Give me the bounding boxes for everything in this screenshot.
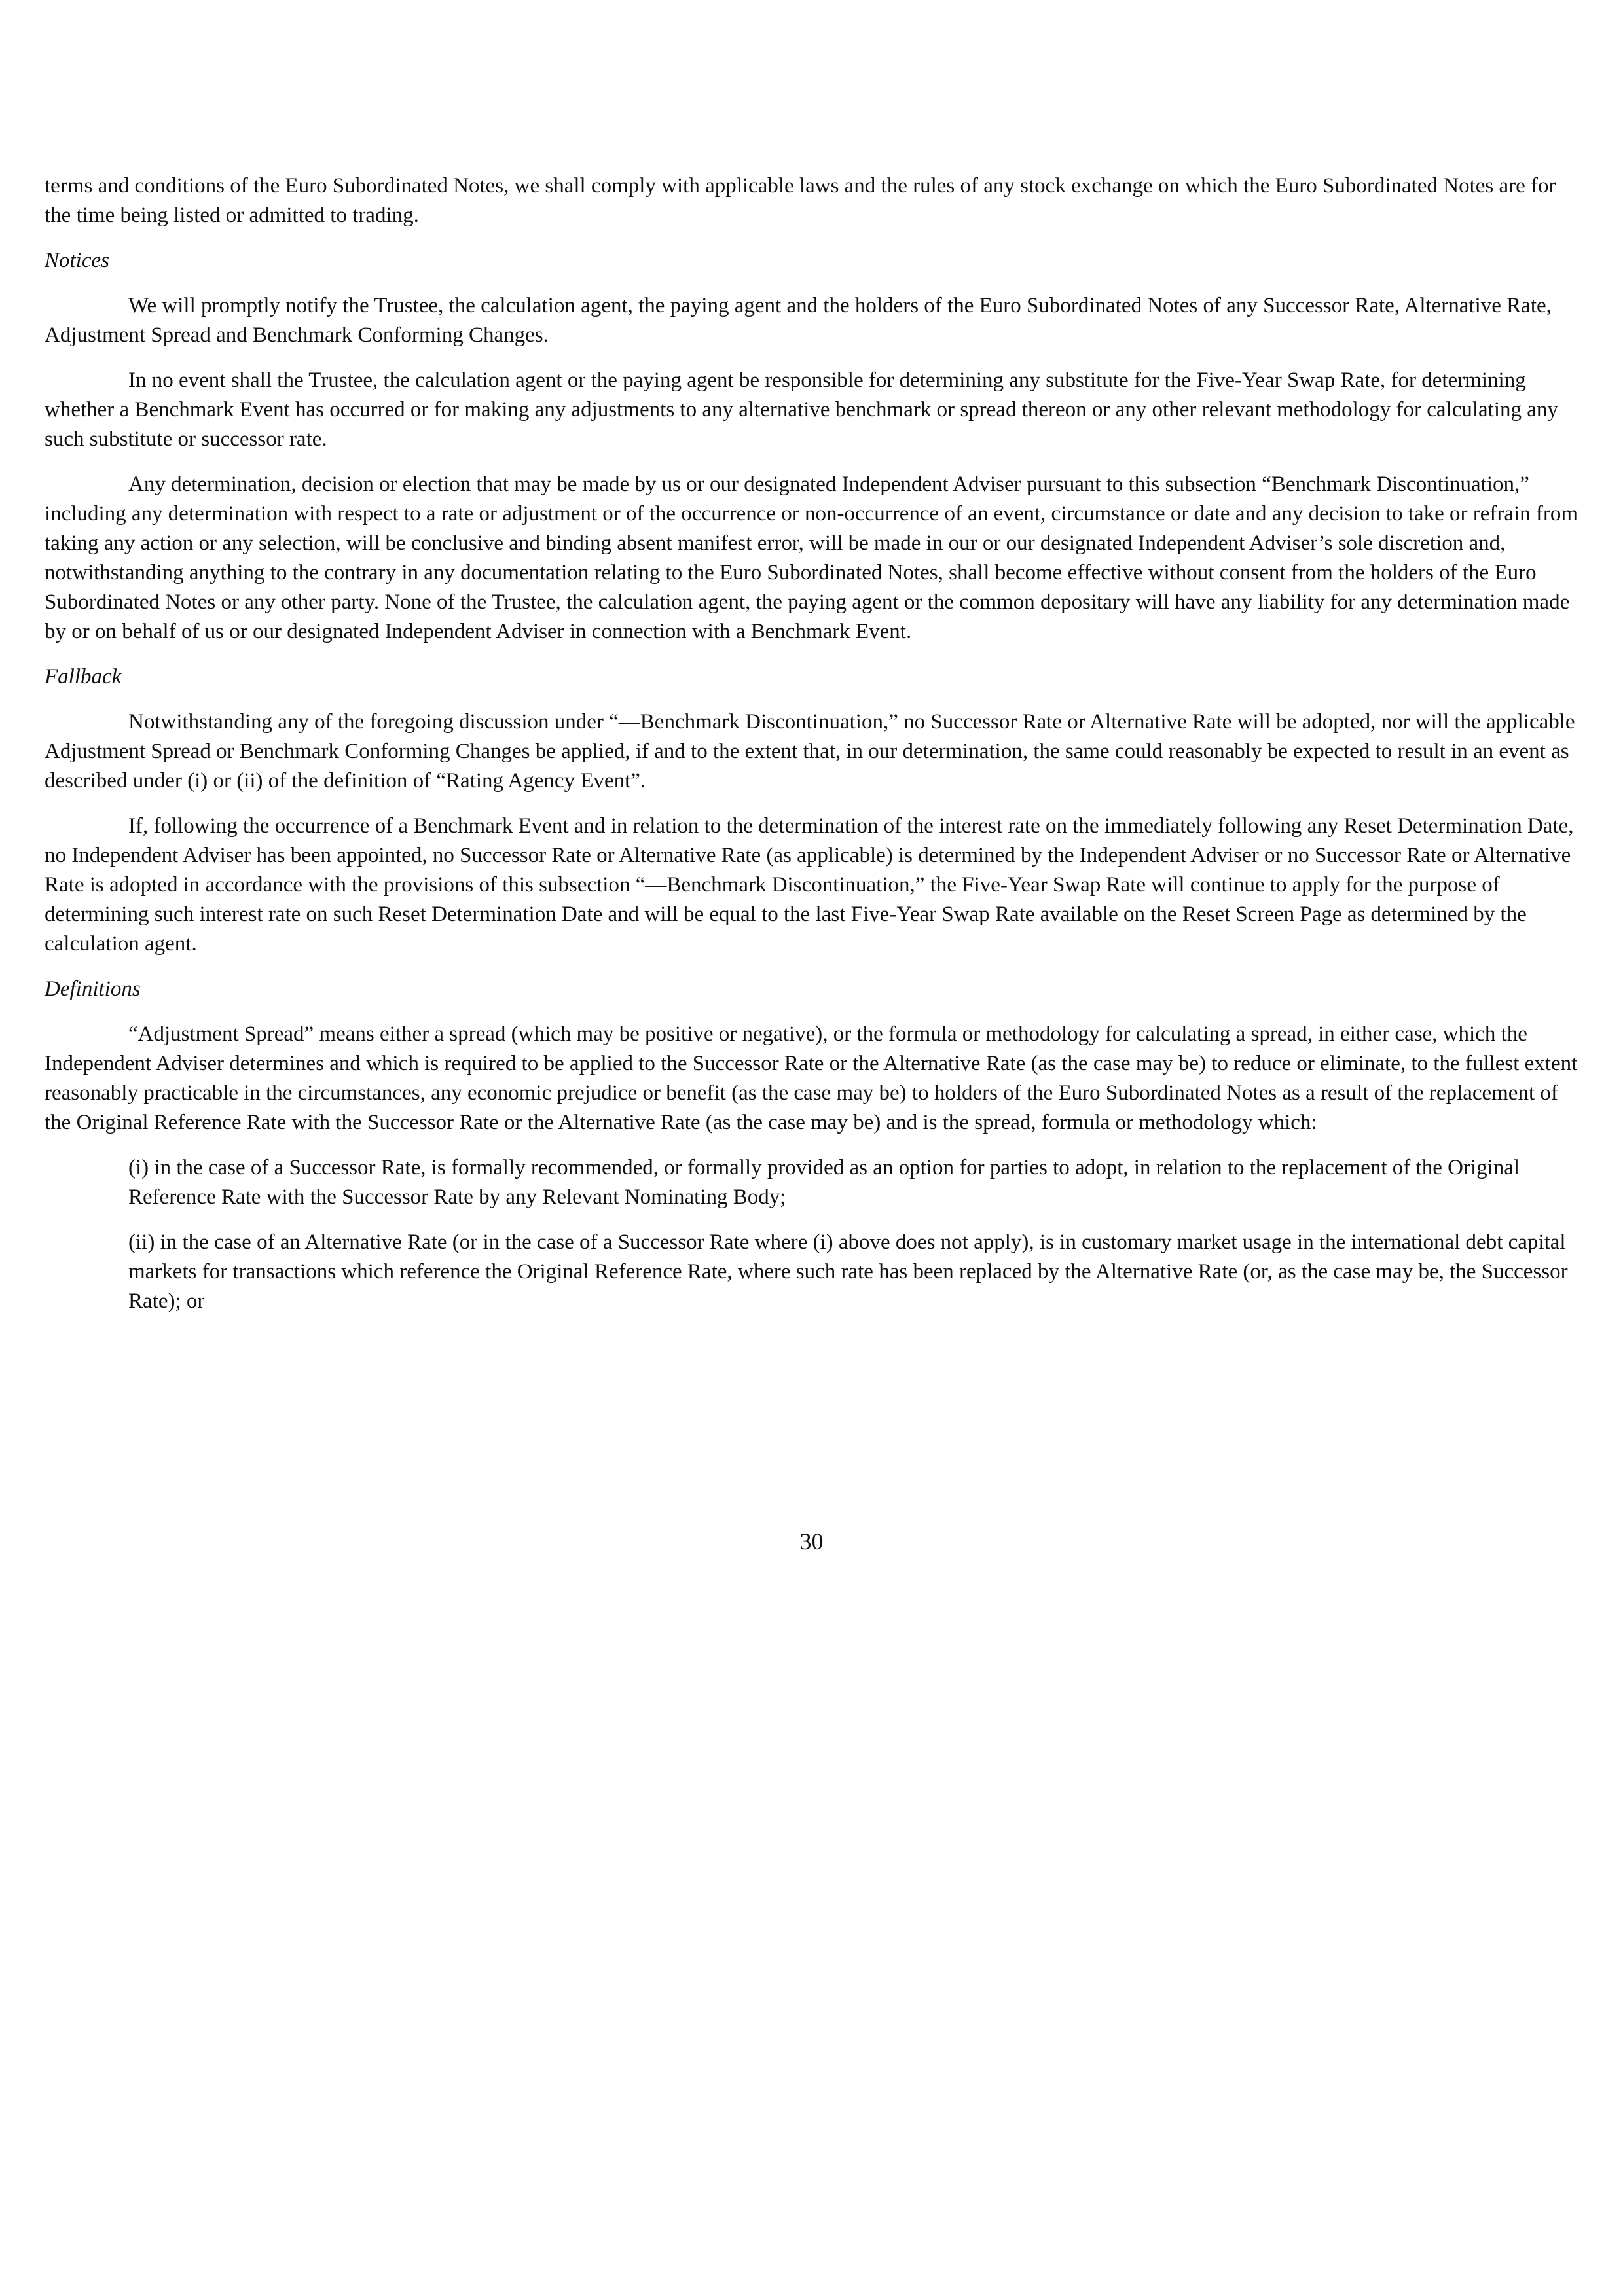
intro-paragraph: terms and conditions of the Euro Subordinated Notes, we shall comply with applicable laws and the rules of any stock exchange on which the Euro Subordinated Notes are for the time being listed or admitted to trading. [45,174,1556,227]
notices-paragraph-2: In no event shall the Trustee, the calculation agent or the paying agent be responsible for determining any substitute for the Five-Year Swap Rate, for determining whether a Benchmark Event has occurred or for making any adjustments to any alternative benchmark or spread thereon or any other relevant methodology for calculating any such substitute or successor rate. [45,368,1558,451]
definitions-list-item-1: (i) in the case of a Successor Rate, is formally recommended, or formally provided as an option for parties to adopt, in relation to the replacement of the Original Reference Rate with the Successor Rate by any Relevant Nominating Body; [128,1156,1520,1209]
fallback-heading: Fallback [45,665,122,689]
notices-paragraph-1: We will promptly notify the Trustee, the calculation agent, the paying agent and the holders of the Euro Subordinated Notes of any Successor Rate, Alternative Rate, Adjustment Spread and Benchmark Conforming Changes. [45,294,1552,347]
notices-paragraph-3: Any determination, decision or election that may be made by us or our designated Independent Adviser pursuant to this subsection “Benchmark Discontinuation,” including any determination with respect to a rate or adjustment or of the occurrence or non-occurrence of an event, circumstance or date and any decision to take or refrain from taking any action or any selection, will be conclusive and binding absent manifest error, will be made in our or our designated Independent Adviser’s sole discretion and, notwithstanding anything to the contrary in any documentation relating to the Euro Subordinated Notes, shall become effective without consent from the holders of the Euro Subordinated Notes or any other party. None of the Trustee, the calculation agent, the paying agent or the common depositary will have any liability for any determination made by or on behalf of us or our designated Independent Adviser in connection with a Benchmark Event. [45,473,1578,643]
definitions-paragraph-1: “Adjustment Spread” means either a spread (which may be positive or negative), or the formula or methodology for calculating a spread, in either case, which the Independent Adviser determines and which is required to be applied to the Successor Rate or the Alternative Rate (as the case may be) to reduce or eliminate, to the fullest extent reasonably practicable in the circumstances, any economic prejudice or benefit (as the case may be) to holders of the Euro Subordinated Notes as a result of the replacement of the Original Reference Rate with the Successor Rate or the Alternative Rate (as the case may be) and is the spread, formula or methodology which: [45,1022,1578,1134]
definitions-heading: Definitions [45,977,141,1001]
definitions-list-item-2: (ii) in the case of an Alternative Rate (or in the case of a Successor Rate where (i) above does not apply), is in customary market usage in the international debt capital markets for transactions which reference the Original Reference Rate, where such rate has been replaced by the Alternative Rate (or, as the case may be, the Successor Rate); or [128,1230,1568,1313]
document-page [45,171,1584,1332]
fallback-paragraph-1: Notwithstanding any of the foregoing discussion under “—Benchmark Discontinuation,” no Successor Rate or Alternative Rate will be adopted, nor will the applicable Adjustment Spread or Benchmark Conforming Changes be applied, if and to the extent that, in our determination, the same could reasonably be expected to result in an event as described under (i) or (ii) of the definition of “Rating Agency Event”. [45,710,1575,793]
notices-heading: Notices [45,249,109,272]
fallback-paragraph-2: If, following the occurrence of a Benchmark Event and in relation to the determination of the interest rate on the immediately following any Reset Determination Date, no Independent Adviser has been appointed, no Successor Rate or Alternative Rate (as applicable) is determined by the Independent Adviser or no Successor Rate or Alternative Rate is adopted in accordance with the provisions of this subsection “—Benchmark Discontinuation,” the Five-Year Swap Rate will continue to apply for the purpose of determining such interest rate on such Reset Determination Date and will be equal to the last Five-Year Swap Rate available on the Reset Screen Page as determined by the calculation agent. [45,814,1574,956]
page-number: 30 [799,1528,824,1554]
